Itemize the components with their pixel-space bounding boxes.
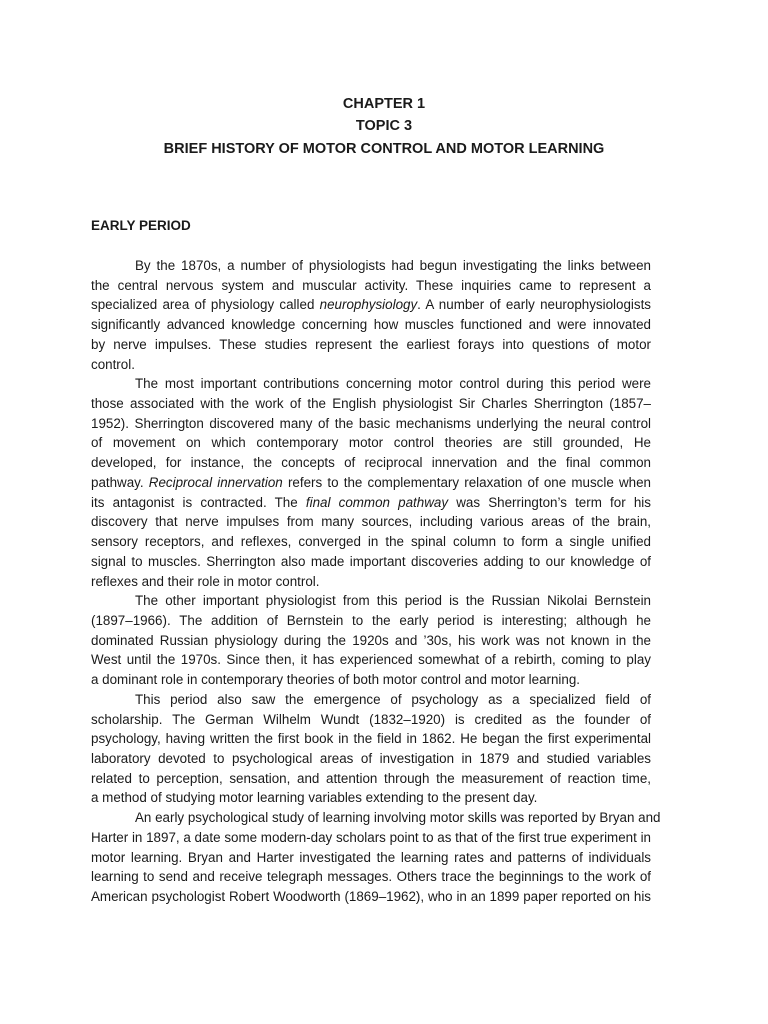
text-line: The most important contributions concerning motor control during this period were bbox=[135, 376, 651, 392]
text-line: (1897–1966). The addition of Bernstein to the early period is interesting; although he bbox=[91, 612, 651, 628]
italic-term: final common pathway bbox=[305, 494, 449, 510]
text-line: An early psychological study of learning involving motor skills was reported by Bryan and bbox=[135, 810, 661, 826]
section-heading: EARLY PERIOD bbox=[91, 218, 191, 233]
text-line: The other important physiologist from this period is the Russian Nikolai Bernstein bbox=[135, 593, 651, 609]
text-line: This period also saw the emergence of psychology as a specialized field of bbox=[135, 691, 651, 707]
text-line: those associated with the work of the English physiologist Sir Charles Sherrington (1857– bbox=[91, 396, 651, 412]
italic-term: neurophysiology bbox=[319, 297, 418, 313]
text-line: psychology, having written the first book in the field in 1862. He began the first experimental bbox=[91, 731, 651, 747]
text-line: laboratory devoted to psychological areas of investigation in 1879 and studied variables bbox=[91, 751, 651, 766]
text-line: Harter in 1897, a date some modern-day scholars point to as that of the first true experiment in bbox=[91, 829, 651, 845]
chapter-heading: CHAPTER 1 bbox=[342, 96, 426, 112]
text-line bbox=[91, 473, 651, 493]
document-title: BRIEF HISTORY OF MOTOR CONTROL AND MOTOR LEARNING bbox=[163, 141, 605, 157]
text-line: American psychologist Robert Woodworth (1869–1962), who in an 1899 paper reported on his bbox=[91, 889, 651, 905]
text-line: West until the 1970s. Since then, it has experienced somewhat of a rebirth, coming to play bbox=[91, 652, 651, 668]
topic-heading: TOPIC 3 bbox=[355, 118, 413, 134]
text-run: its antagonist is contracted. The bbox=[91, 494, 306, 510]
text-line: by nerve impulses. These studies represent the earliest forays into questions of motor bbox=[91, 336, 651, 352]
text-line: discovery that nerve impulses from many sources, including various areas of the brain, bbox=[91, 514, 651, 530]
text-line: By the 1870s, a number of physiologists had begun investigating the links between bbox=[135, 258, 651, 273]
text-line: sensory receptors, and reflexes, converged in the spinal column to form a single unified bbox=[91, 534, 651, 550]
text-line: 1952). Sherrington discovered many of the basic mechanisms underlying the neural control bbox=[91, 415, 651, 431]
text-line: a dominant role in contemporary theories of both motor control and motor learning. bbox=[91, 672, 581, 688]
text-line: significantly advanced knowledge concerning how muscles functioned and were innovated bbox=[91, 317, 651, 333]
text-run: pathway. bbox=[91, 474, 149, 490]
text-line: of movement on which contemporary motor control theories are still grounded, He bbox=[91, 435, 651, 451]
text-line bbox=[91, 295, 651, 315]
text-run: specialized area of physiology called bbox=[91, 297, 320, 313]
text-line: signal to muscles. Sherrington also made important discoveries adding to our knowledge of bbox=[91, 553, 651, 569]
text-run: . A number of early neurophysiologists bbox=[417, 297, 652, 313]
italic-term: Reciprocal innervation bbox=[148, 474, 283, 490]
text-line: reflexes and their role in motor control. bbox=[91, 573, 320, 589]
text-line: a method of studying motor learning variables extending to the present day. bbox=[91, 790, 538, 806]
text-line: control. bbox=[91, 356, 135, 372]
text-line: developed, for instance, the concepts of reciprocal innervation and the final common bbox=[91, 455, 651, 471]
text-line: scholarship. The German Wilhelm Wundt (1832–1920) is credited as the founder of bbox=[91, 711, 651, 727]
text-run: refers to the complementary relaxation of one muscle when bbox=[282, 474, 652, 490]
text-line: learning to send and receive telegraph messages. Others trace the beginnings to the work of bbox=[91, 869, 651, 885]
text-line: dominated Russian physiology during the 1920s and ’30s, his work was not known in the bbox=[91, 632, 651, 648]
text-line: related to perception, sensation, and attention through the measurement of reaction time, bbox=[91, 770, 651, 786]
text-line bbox=[91, 493, 651, 513]
text-run: was Sherrington’s term for his bbox=[448, 494, 651, 510]
text-line: the central nervous system and muscular activity. These inquiries came to represent a bbox=[91, 277, 651, 293]
text-line: motor learning. Bryan and Harter investigated the learning rates and patterns of individuals bbox=[91, 849, 651, 865]
